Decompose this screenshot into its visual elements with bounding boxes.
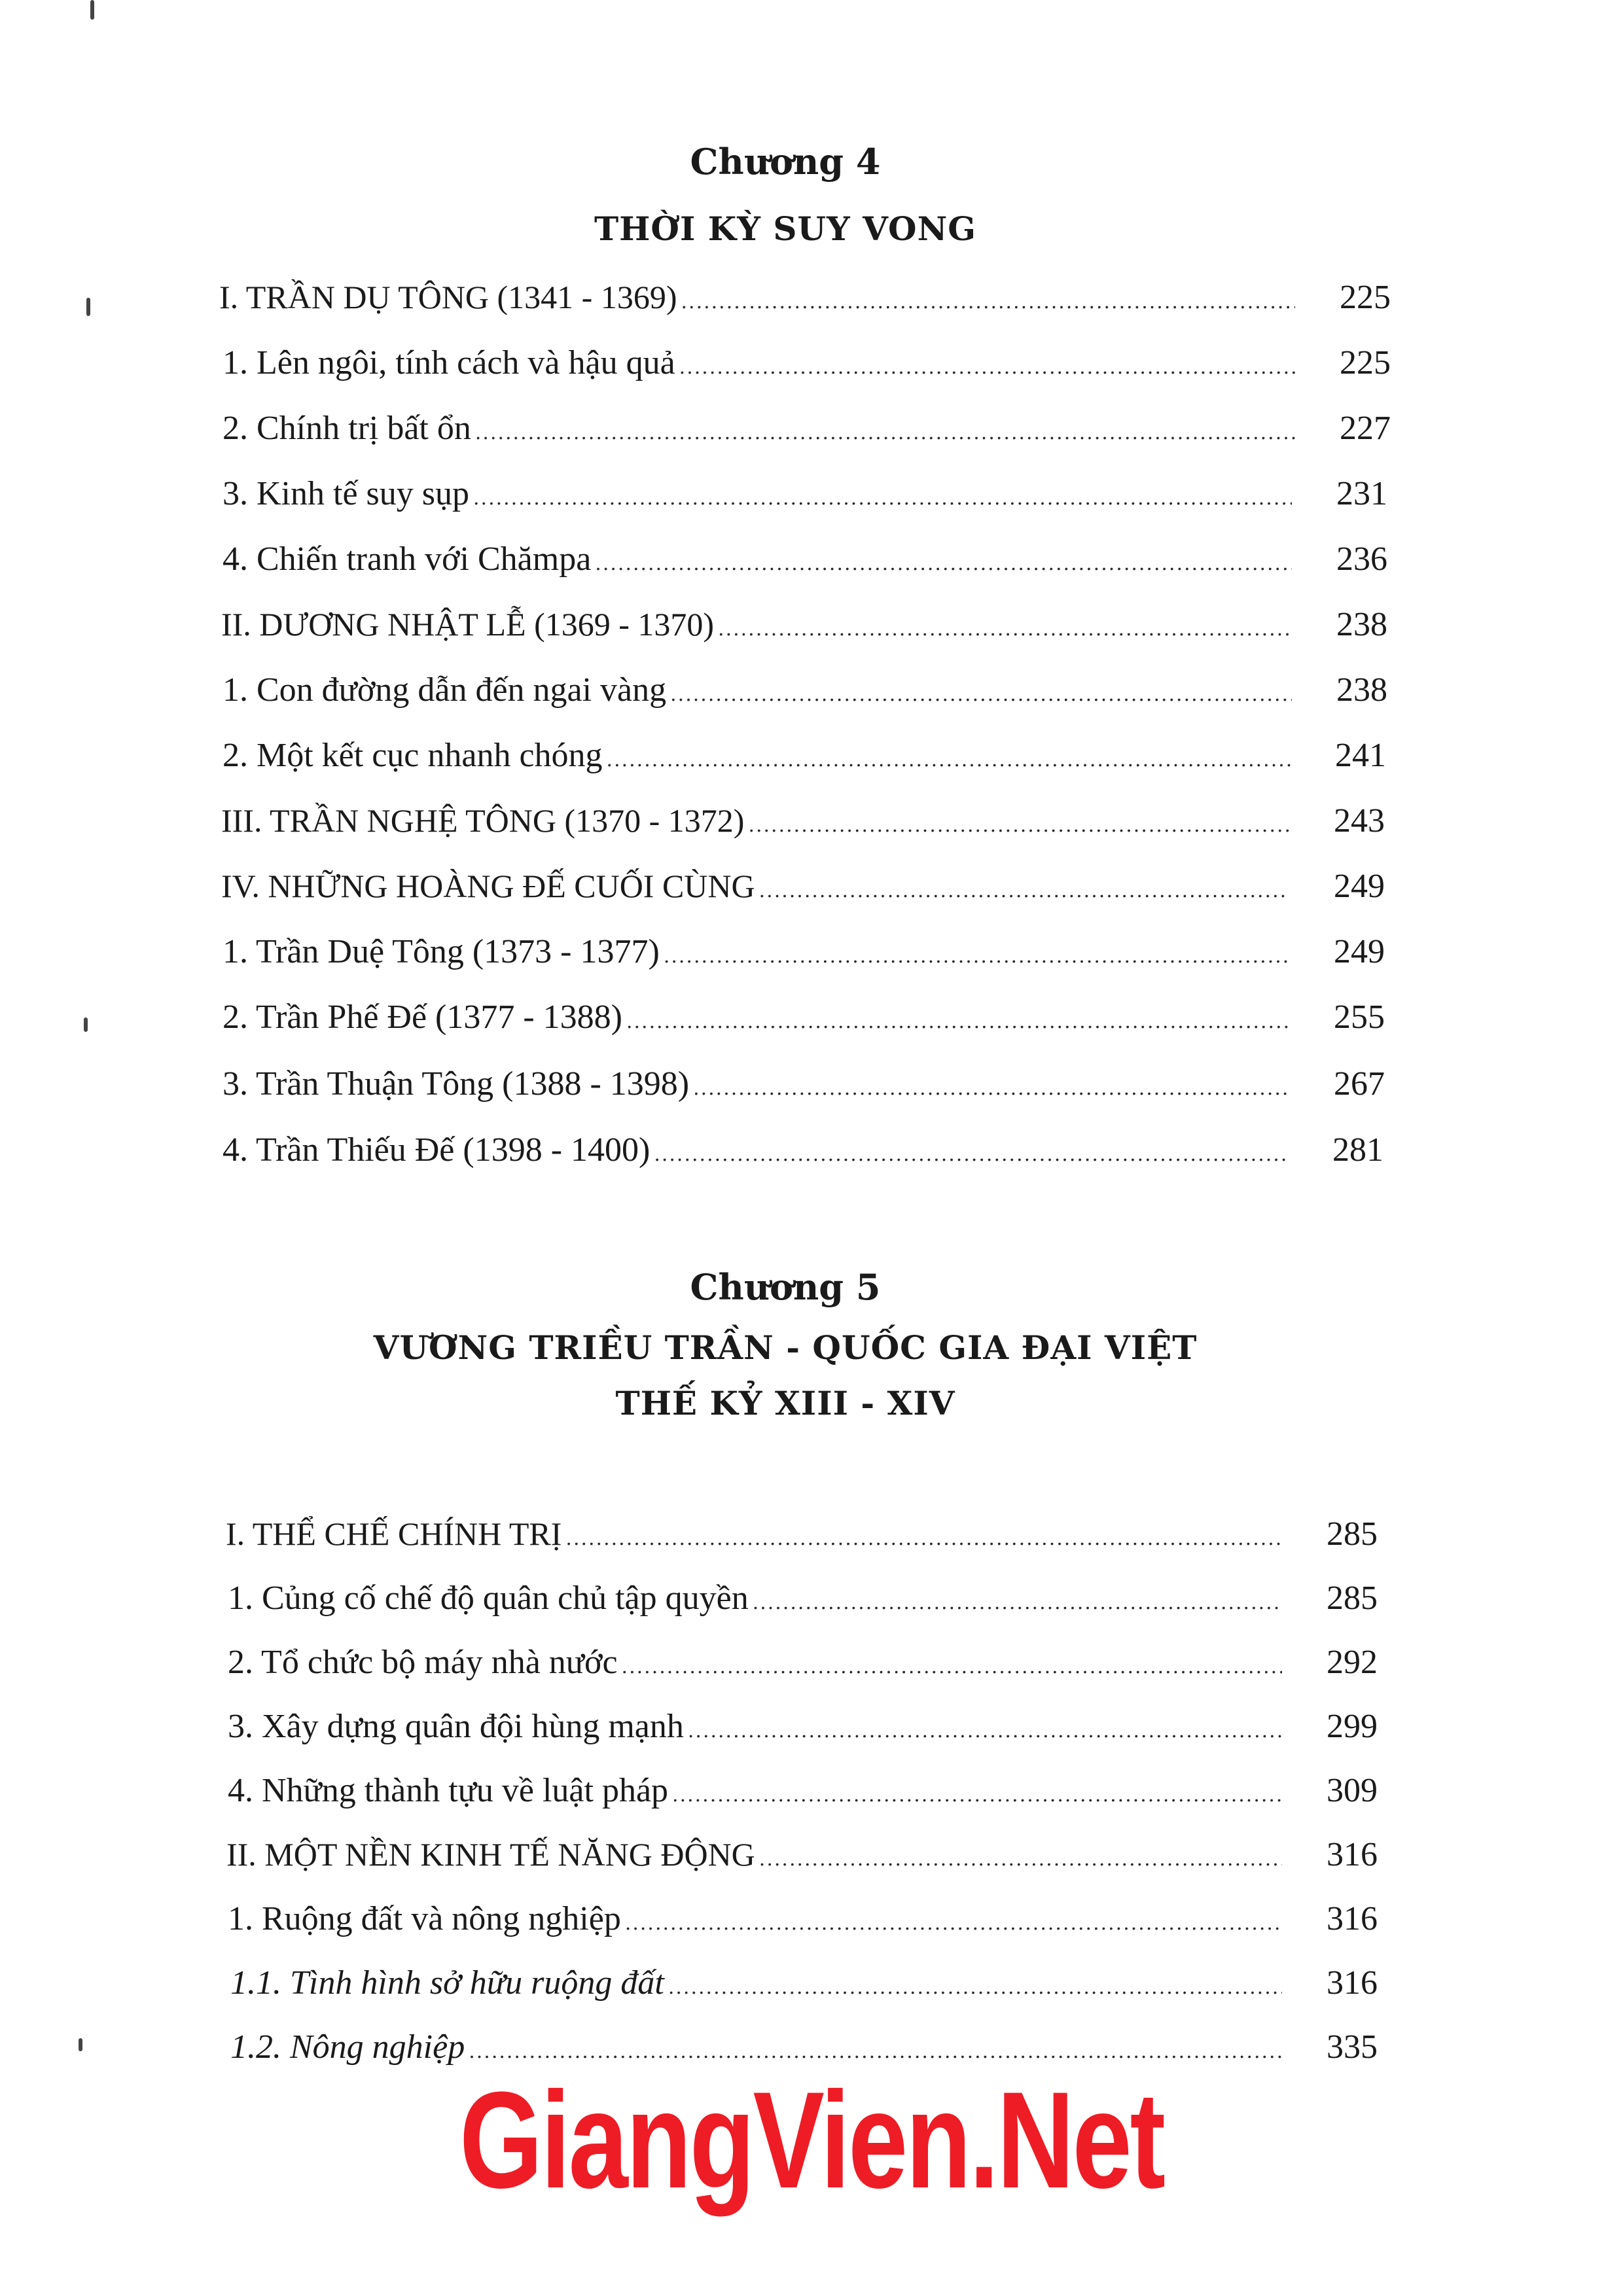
toc-entry-title: 2. Tổ chức bộ máy nhà nước: [228, 1644, 618, 1681]
chapter-5-title-line1: VƯƠNG TRIỀU TRẦN - QUỐC GIA ĐẠI VIỆT: [373, 1328, 1198, 1367]
leader-dots: [654, 1143, 1288, 1166]
toc-entry[interactable]: [221, 605, 1387, 651]
leader-dots: [672, 1784, 1282, 1807]
toc-entry[interactable]: [223, 1131, 1383, 1176]
leader-dots: [664, 945, 1289, 968]
toc-entry-page: 285: [1327, 1515, 1378, 1553]
leader-dots: [622, 1655, 1282, 1678]
watermark-logo: GiangVien.Net: [459, 2063, 1164, 2217]
chapter-4-label: Chương 4: [690, 141, 881, 183]
toc-entry[interactable]: [228, 1707, 1378, 1753]
toc-entry-page: 249: [1334, 933, 1385, 970]
leader-dots: [753, 1591, 1282, 1614]
leader-dots: [688, 1720, 1282, 1742]
leader-dots: [759, 1848, 1282, 1871]
toc-entry-title: 4. Chiến tranh với Chămpa: [223, 540, 592, 578]
toc-entry[interactable]: [223, 1065, 1385, 1110]
toc-entry-page: 316: [1327, 1900, 1378, 1937]
toc-entry-title: 4. Những thành tựu về luật pháp: [228, 1772, 669, 1809]
toc-entry[interactable]: [223, 540, 1387, 586]
toc-entry-title: II. DƯƠNG NHẬT LỄ (1369 - 1370): [221, 606, 715, 643]
leader-dots: [595, 552, 1292, 575]
leader-dots: [681, 291, 1296, 313]
toc-entry-page: 227: [1340, 410, 1391, 447]
toc-entry-page: 267: [1334, 1065, 1385, 1103]
toc-entry[interactable]: [223, 736, 1386, 782]
chapter-4-title: THỜI KỲ SUY VONG: [594, 209, 977, 248]
toc-entry-title: 3. Trần Thuận Tông (1388 - 1398): [223, 1065, 690, 1103]
toc-entry-page: 285: [1327, 1580, 1378, 1617]
leader-dots: [670, 683, 1292, 706]
toc-entry[interactable]: [223, 409, 1391, 455]
toc-entry-page: 231: [1336, 475, 1387, 512]
toc-entry[interactable]: [228, 1579, 1378, 1625]
toc-entry[interactable]: [228, 1643, 1378, 1689]
toc-entry-title: 1. Con đường dẫn đến ngai vàng: [223, 671, 667, 709]
toc-entry-title: 3. Kinh tế suy sụp: [223, 475, 469, 512]
toc-entry-title: 4. Trần Thiếu Đế (1398 - 1400): [223, 1131, 651, 1169]
leader-dots: [607, 749, 1291, 771]
toc-entry-page: 299: [1327, 1708, 1378, 1745]
toc-entry[interactable]: [219, 278, 1391, 324]
scan-mark: [86, 298, 90, 316]
leader-dots: [565, 1527, 1282, 1550]
toc-entry[interactable]: [226, 1515, 1378, 1561]
toc-entry-page: 238: [1336, 671, 1387, 709]
toc-entry-page: 238: [1336, 606, 1387, 643]
toc-entry-title: 2. Chính trị bất ổn: [223, 410, 471, 447]
toc-entry-title: 2. Một kết cục nhanh chóng: [223, 737, 603, 774]
toc-entry[interactable]: [223, 998, 1385, 1044]
toc-entry[interactable]: [228, 1771, 1378, 1817]
toc-entry[interactable]: [223, 932, 1385, 978]
toc-entry-title: I. TRẦN DỤ TÔNG (1341 - 1369): [219, 279, 677, 315]
leader-dots: [469, 2040, 1282, 2063]
toc-entry[interactable]: [223, 474, 1387, 520]
leader-dots: [748, 814, 1289, 837]
toc-entry-page: 243: [1334, 802, 1385, 839]
toc-entry-title: 1. Củng cố chế độ quân chủ tập quyền: [228, 1580, 749, 1617]
toc-entry-page: 292: [1327, 1644, 1378, 1681]
toc-entry-title: 2. Trần Phế Đế (1377 - 1388): [223, 998, 622, 1036]
leader-dots: [679, 356, 1295, 379]
leader-dots: [718, 618, 1292, 641]
toc-entry[interactable]: [230, 1964, 1378, 2009]
toc-entry[interactable]: [226, 1835, 1378, 1881]
toc-entry-page: 255: [1334, 998, 1385, 1036]
toc-entry[interactable]: [228, 1899, 1378, 1945]
toc-entry-title: 1. Lên ngôi, tính cách và hậu quả: [223, 344, 675, 381]
toc-entry-title: I. THỂ CHẾ CHÍNH TRỊ: [226, 1515, 562, 1552]
toc-entry[interactable]: [223, 344, 1391, 389]
leader-dots: [626, 1010, 1289, 1033]
toc-entry[interactable]: [221, 867, 1385, 913]
toc-entry-title: 3. Xây dựng quân đội hùng mạnh: [228, 1708, 684, 1745]
toc-entry-title: 1.1. Tình hình sở hữu ruộng đất: [230, 1964, 664, 2002]
toc-entry-title: II. MỘT NỀN KINH TẾ NĂNG ĐỘNG: [226, 1836, 755, 1873]
toc-entry-page: 249: [1334, 868, 1385, 905]
toc-entry-page: 236: [1336, 540, 1387, 578]
scan-mark: [79, 2038, 82, 2051]
toc-entry-page: 316: [1327, 1964, 1378, 2002]
scan-mark: [90, 0, 94, 20]
toc-entry-page: 241: [1335, 737, 1386, 774]
leader-dots: [693, 1077, 1289, 1100]
leader-dots: [473, 487, 1292, 510]
toc-entry-page: 225: [1340, 279, 1391, 316]
toc-entry[interactable]: [221, 802, 1385, 847]
toc-entry-page: 225: [1340, 344, 1391, 381]
leader-dots: [475, 421, 1295, 444]
toc-entry[interactable]: [223, 671, 1387, 716]
leader-dots: [668, 1976, 1282, 1999]
toc-entry-title: III. TRẦN NGHỆ TÔNG (1370 - 1372): [221, 802, 745, 839]
toc-entry-title: 1. Ruộng đất và nông nghiệp: [228, 1900, 621, 1937]
toc-entry-title: IV. NHỮNG HOÀNG ĐẾ CUỐI CÙNG: [221, 868, 755, 904]
toc-entry-title: 1.2. Nông nghiệp: [230, 2028, 465, 2066]
chapter-5-label: Chương 5: [690, 1266, 881, 1308]
toc-entry-title: 1. Trần Duệ Tông (1373 - 1377): [223, 933, 660, 970]
toc-entry-page: 309: [1327, 1772, 1378, 1809]
scan-mark: [84, 1017, 88, 1032]
toc-entry-page: 316: [1327, 1836, 1378, 1873]
leader-dots: [625, 1912, 1282, 1935]
toc-entry-page: 281: [1332, 1131, 1383, 1169]
toc-entry-page: 335: [1327, 2028, 1378, 2066]
leader-dots: [759, 879, 1289, 902]
chapter-5-title-line2: THẾ KỶ XIII - XIV: [615, 1384, 955, 1422]
